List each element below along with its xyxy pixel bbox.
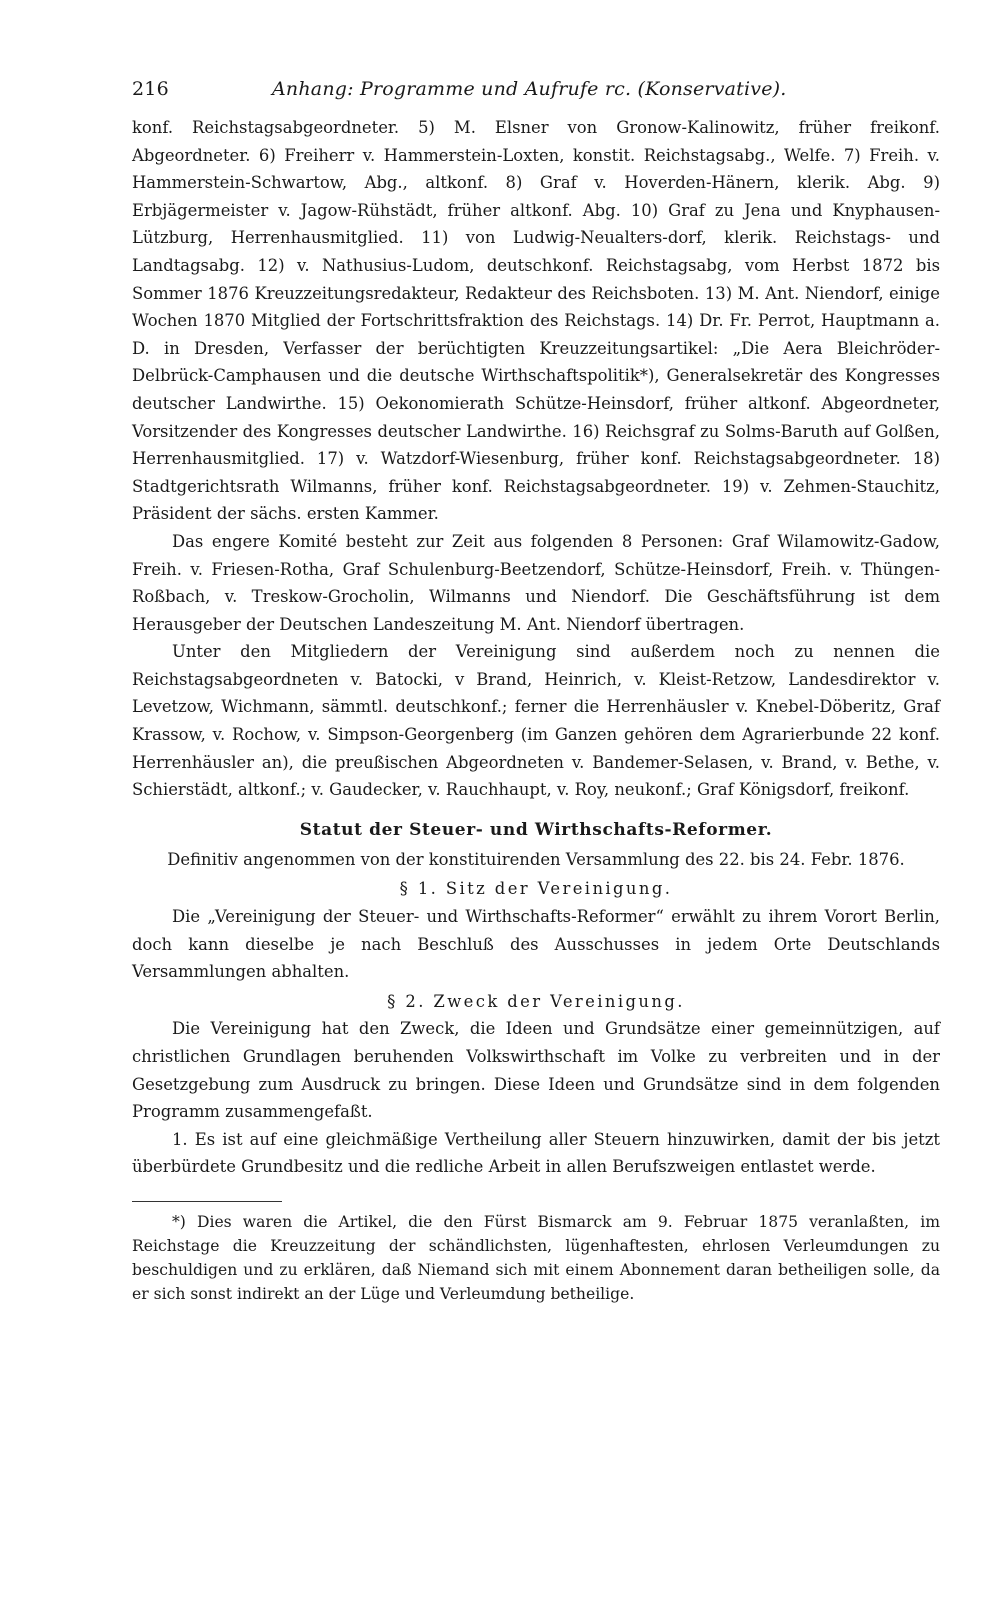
program-item-1: 1. Es ist auf eine gleichmäßige Vertheilung aller Steuern hinzuwirken, damit der bis jetzt überbürdete Grundbesitz und die redliche Arbeit in allen Berufszweigen entlastet werde. xyxy=(132,1129,940,1177)
section-2-heading: § 2. Zweck der Vereinigung. xyxy=(387,991,685,1011)
running-head xyxy=(132,78,940,100)
section-1-heading: § 1. Sitz der Vereinigung. xyxy=(399,879,673,899)
page-number: 216 xyxy=(132,78,169,100)
section-1-text: Die „Vereinigung der Steuer- und Wirthschafts-Reformer“ erwählt zu ihrem Vorort Berlin, doch kann dieselbe je nach Beschluß des Ausschusses in jedem Orte Deutschlands Versammlungen abhalten. xyxy=(132,907,940,982)
running-head-title: Anhang: Programme und Aufrufe rc. (Konservative). xyxy=(272,78,787,100)
section-2-text: Die Vereinigung hat den Zweck, die Ideen und Grundsätze einer gemeinnützigen, auf christlichen Grundlagen beruhenden Volkswirthschaft im Volke zu verbreiten und in der Gesetzgebung zum Ausdruck zu bringen. Diese Ideen und Grundsätze sind in dem folgenden Programm zusammengefaßt. xyxy=(132,1019,940,1122)
members-paragraph: Unter den Mitgliedern der Vereinigung sind außerdem noch zu nennen die Reichstagsabgeordneten v. Batocki, v Brand, Heinrich, v. Kleist-Retzow, Landesdirektor v. Levetzow, Wichmann, sämmtl. deutschkonf.; ferner die Herrenhäusler v. Knebel-Döberitz, Graf Krassow, v. Rochow, v. Simpson-Georgenberg (im Ganzen gehören dem Agrarierbunde 22 konf. Herrenhäusler an), die preußischen Abgeordneten v. Bandemer-Selasen, v. Brand, v. Bethe, v. Schierstädt, altkonf.; v. Gaudecker, v. Rauchhaupt, v. Roy, neukonf.; Graf Königsdorf, freikonf. xyxy=(132,642,940,800)
statute-title: Statut der Steuer- und Wirthschafts-Reformer. xyxy=(299,819,773,840)
footnote-divider xyxy=(132,1201,282,1202)
statute-subtitle: Definitiv angenommen von der konstituirenden Versammlung des 22. bis 24. Febr. 1876. xyxy=(167,849,905,869)
member-list-paragraph: konf. Reichstagsabgeordneter. 5) M. Elsner von Gronow-Kalinowitz, früher freikonf. Abgeordneter. 6) Freiherr v. Hammerstein-Loxten, konstit. Reichstagsabg., Welfe. 7) Freih. v. Hammerstein-Schwartow, Abg., altkonf. 8) Graf v. Hoverden-Hänern, klerik. Abg. 9) Erbjägermeister v. Jagow-Rühstädt, früher altkonf. Abg. 10) Graf zu Jena und Knyphausen-Lützburg, Herrenhausmitglied. 11) von Ludwig-Neualters-dorf, klerik. Reichstags- und Landtagsabg. 12) v. Nathusius-Ludom, deutschkonf. Reichstagsabg, vom Herbst 1872 bis Sommer 1876 Kreuzzeitungsredakteur, Redakteur des Reichsboten. 13) M. Ant. Niendorf, einige Wochen 1870 Mitglied der Fortschrittsfraktion des Reichstags. 14) Dr. Fr. Perrot, Hauptmann a. D. in Dresden, Verfasser der berüchtigten Kreuzzeitungsartikel: „Die Aera Bleichröder-Delbrück-Camphausen und die deutsche Wirthschaftspolitik*), Generalsekretär des Kongresses deutscher Landwirthe. 15) Oekonomierath Schütze-Heinsdorf, früher altkonf. Abgeordneter, Vorsitzender des Kongresses deutscher Landwirthe. 16) Reichsgraf zu Solms-Baruth auf Golßen, Herrenhausmitglied. 17) v. Watzdorf-Wiesenburg, früher konf. Reichstagsabgeordneter. 18) Stadtgerichtsrath Wilmanns, früher konf. Reichstagsabgeordneter. 19) v. Zehmen-Stauchitz, Präsident der sächs. ersten Kammer. xyxy=(132,118,940,524)
footnote: *) Dies waren die Artikel, die den Fürst Bismarck am 9. Februar 1875 veranlaßten, im Reichstage die Kreuzzeitung der schändlichsten, lügenhaftesten, ehrlosen Verleumdungen zu beschuldigen und zu erklären, daß Niemand sich mit einem Abonnement daran betheiligen solle, da er sich sonst indirekt an der Lüge und Verleumdung betheilige. xyxy=(132,1212,940,1303)
committee-paragraph: Das engere Komité besteht zur Zeit aus folgenden 8 Personen: Graf Wilamowitz-Gadow, Freih. v. Friesen-Rotha, Graf Schulenburg-Beetzendorf, Schütze-Heinsdorf, Freih. v. Thüngen-Roßbach, v. Treskow-Grocholin, Wilmanns und Niendorf. Die Geschäftsführung ist dem Herausgeber der Deutschen Landeszeitung M. Ant. Niendorf übertragen. xyxy=(132,531,940,634)
